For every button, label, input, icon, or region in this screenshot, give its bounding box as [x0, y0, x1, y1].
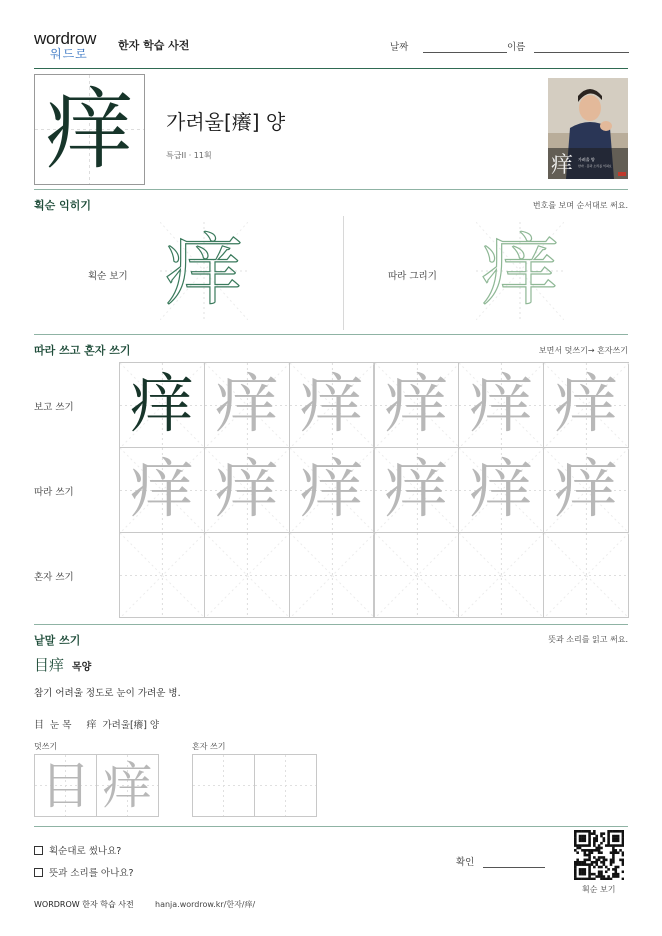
practice-section-hint: 보면서 덧쓰기→ 혼자쓰기 — [538, 346, 628, 355]
practice-cell[interactable] — [119, 447, 205, 533]
gloss-glyph-1: 目 — [34, 720, 44, 731]
reading-title: 가려울[癢] 양 — [166, 110, 286, 134]
practice-section-title: 따라 쓰고 혼자 쓰기 — [34, 344, 131, 357]
stroke-trace-diagram[interactable] — [476, 222, 564, 320]
logo-wordmark: wordrow — [34, 29, 97, 48]
cell-guides — [205, 533, 290, 618]
confirm-field[interactable] — [456, 854, 545, 868]
practice-cell[interactable] — [458, 532, 544, 618]
word-trace-cell-2[interactable] — [96, 754, 159, 817]
practice-cell[interactable] — [289, 362, 375, 448]
stroke-view-label: 획순 보기 — [88, 271, 128, 282]
practice-divider — [34, 624, 628, 625]
checkbox-icon[interactable] — [34, 846, 43, 855]
word-divider — [34, 826, 628, 827]
cell-guides — [544, 533, 629, 618]
thumbnail-caption-2: 한자 · 뜻과 소리를 익혀요 — [578, 164, 612, 168]
thumbnail-image — [548, 78, 628, 179]
word-solo-cell-2[interactable] — [254, 754, 317, 817]
word-section-hint: 뜻과 소리를 읽고 써요. — [548, 635, 628, 644]
cell-guides — [459, 533, 544, 618]
stroke-section-hint: 번호를 보며 순서대로 써요. — [532, 201, 628, 210]
practice-glyph: 痒 — [299, 453, 364, 527]
main-glyph: 痒 — [45, 77, 134, 181]
thumbnail-glyph: 痒 — [551, 153, 574, 178]
thumbnail-badge — [618, 172, 626, 176]
practice-cell[interactable] — [289, 532, 375, 618]
practice-cell[interactable] — [374, 447, 460, 533]
word-solo-label: 혼자 쓰기 — [192, 742, 226, 751]
grade-info: 특급II · 11획 — [166, 151, 212, 160]
practice-grid[interactable] — [119, 362, 628, 617]
practice-cell[interactable] — [543, 362, 629, 448]
practice-glyph: 痒 — [469, 368, 534, 442]
practice-cell[interactable] — [543, 532, 629, 618]
confirm-line[interactable] — [483, 856, 545, 868]
qr-label: 획순 보기 — [582, 885, 616, 894]
stroke-view-diagram — [160, 222, 248, 320]
word-trace-cell-1[interactable] — [34, 754, 97, 817]
qr-code-graphic — [574, 830, 624, 880]
practice-cell[interactable] — [204, 362, 290, 448]
word-trace-glyph-2: 痒 — [102, 756, 153, 815]
practice-cell[interactable] — [119, 532, 205, 618]
cell-guides — [375, 533, 460, 618]
gloss-glyph-2: 痒 — [86, 720, 97, 731]
practice-cell[interactable] — [204, 447, 290, 533]
practice-glyph: 痒 — [214, 368, 279, 442]
word-hanja: 目痒 — [34, 656, 65, 674]
header-divider — [34, 68, 628, 69]
stroke-trace-glyph: 痒 — [480, 226, 559, 316]
practice-glyph: 痒 — [384, 453, 449, 527]
gloss-text-2: 가려울[癢] 양 — [102, 720, 160, 731]
checklist-text-1: 획순대로 썼나요? — [49, 846, 122, 857]
cell-guides — [255, 755, 316, 816]
main-glyph-box — [34, 74, 145, 185]
cell-guides — [290, 533, 375, 618]
practice-cell[interactable] — [374, 362, 460, 448]
date-field[interactable] — [390, 39, 507, 53]
stroke-divider — [34, 334, 628, 335]
practice-cell[interactable] — [458, 362, 544, 448]
footer-brand: WORDROW 한자 학습 사전 — [34, 900, 134, 909]
practice-cell[interactable] — [289, 447, 375, 533]
practice-glyph: 痒 — [384, 368, 449, 442]
practice-glyph: 痒 — [554, 368, 619, 442]
date-label: 날짜 — [390, 42, 409, 53]
checklist-item-1[interactable] — [34, 843, 121, 857]
word-section-title: 낱말 쓰기 — [34, 634, 81, 647]
char-divider — [34, 189, 628, 190]
word-solo-cell-1[interactable] — [192, 754, 255, 817]
practice-cell[interactable] — [374, 532, 460, 618]
word-definition: 참기 어려울 정도로 눈이 가려운 병. — [34, 688, 181, 699]
word-reading: 목양 — [72, 662, 92, 673]
logo-korean: 워드로 — [50, 47, 88, 61]
practice-glyph: 痒 — [469, 453, 534, 527]
date-line[interactable] — [423, 41, 507, 53]
footer-url[interactable]: hanja.wordrow.kr/한자/痒/ — [155, 900, 256, 909]
stroke-trace-label: 따라 그리기 — [388, 271, 437, 282]
gloss-text-1: 눈 목 — [50, 720, 72, 731]
thumbnail-caption-1: 가려울 양 — [578, 157, 595, 162]
row-label-view: 보고 쓰기 — [34, 402, 74, 413]
practice-cell[interactable] — [543, 447, 629, 533]
row-label-solo: 혼자 쓰기 — [34, 572, 74, 583]
name-label: 이름 — [507, 42, 526, 53]
practice-glyph: 痒 — [129, 368, 194, 442]
practice-glyph: 痒 — [554, 453, 619, 527]
stroke-section-title: 획순 익히기 — [34, 199, 91, 212]
checkbox-icon[interactable] — [34, 868, 43, 877]
stroke-divider-vertical — [343, 216, 344, 330]
qr-code-icon[interactable] — [574, 830, 624, 880]
checklist-text-2: 뜻과 소리를 아나요? — [49, 868, 134, 879]
word-trace-glyph-1: 目 — [40, 756, 91, 815]
logo — [34, 30, 114, 64]
practice-glyph: 痒 — [299, 368, 364, 442]
stroke-view-glyph: 痒 — [164, 226, 243, 316]
confirm-label: 확인 — [456, 857, 475, 868]
word-trace-label: 덧쓰기 — [34, 742, 58, 751]
row-label-trace: 따라 쓰기 — [34, 487, 74, 498]
practice-glyph: 痒 — [214, 453, 279, 527]
practice-glyph: 痒 — [129, 453, 194, 527]
practice-cell[interactable] — [119, 362, 205, 448]
cell-guides — [193, 755, 254, 816]
checklist-item-2[interactable] — [34, 865, 134, 879]
name-field[interactable] — [507, 39, 629, 53]
name-line[interactable] — [534, 41, 629, 53]
cell-guides — [120, 533, 205, 618]
practice-cell[interactable] — [204, 532, 290, 618]
word-gloss-row — [34, 716, 159, 731]
header-title: 한자 학습 사전 — [118, 39, 190, 52]
practice-cell[interactable] — [458, 447, 544, 533]
